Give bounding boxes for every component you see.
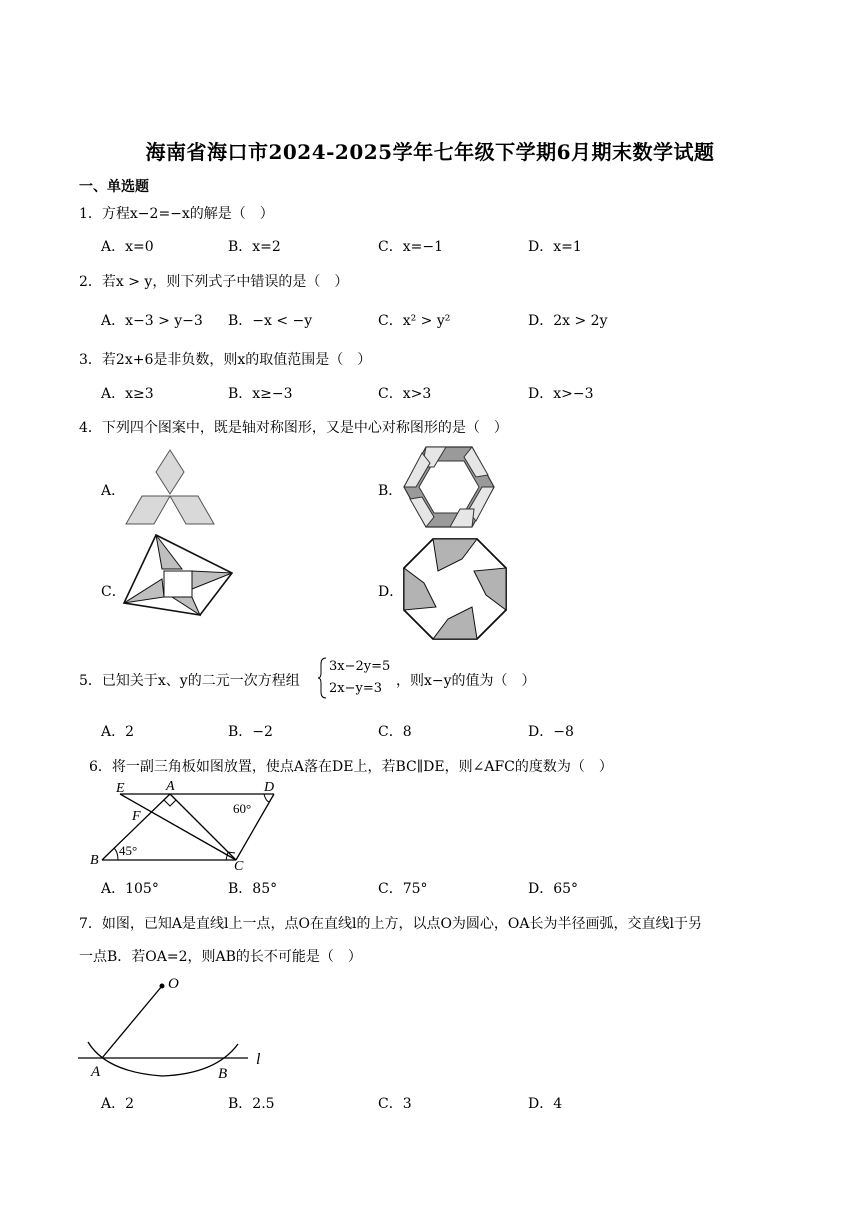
q2-option-b[interactable]: B．−x < −y bbox=[228, 313, 313, 329]
q7-option-d[interactable]: D．4 bbox=[528, 1096, 563, 1112]
q1-option-c[interactable]: C．x=−1 bbox=[378, 239, 443, 255]
q6-option-b[interactable]: B．85° bbox=[228, 881, 278, 897]
question-7-stem-line2: 一点B．若OA=2，则AB的长不可能是（ ） bbox=[79, 949, 362, 965]
question-2-stem: 2．若x > y，则下列式子中错误的是（ ） bbox=[79, 274, 349, 290]
q1-option-a[interactable]: A．x=0 bbox=[101, 239, 154, 255]
q1-option-d[interactable]: D．x=1 bbox=[528, 239, 582, 255]
q5-option-b[interactable]: B．−2 bbox=[228, 724, 273, 740]
question-3-stem: 3．若2x+6是非负数，则x的取值范围是（ ） bbox=[79, 352, 372, 368]
angle-60: 60° bbox=[233, 801, 252, 816]
label-B: B bbox=[90, 853, 99, 868]
label-C: C bbox=[234, 859, 244, 874]
q4-option-b[interactable]: B． bbox=[378, 483, 403, 499]
label-D: D bbox=[264, 780, 275, 795]
q4-option-a[interactable]: A． bbox=[101, 483, 126, 499]
label-B: B bbox=[218, 1066, 228, 1082]
figure-q7-arc bbox=[76, 972, 276, 1084]
q3-option-c[interactable]: C．x>3 bbox=[378, 386, 432, 402]
q5-option-d[interactable]: D．−8 bbox=[528, 724, 574, 740]
figure-c-pinwheel-square bbox=[122, 533, 234, 617]
label-E: E bbox=[116, 781, 125, 796]
figure-a-three-diamonds bbox=[120, 448, 220, 528]
question-4-stem: 4．下列四个图案中，既是轴对称图形，又是中心对称图形的是（ ） bbox=[79, 420, 508, 436]
q2-option-c[interactable]: C．x² > y² bbox=[378, 313, 451, 329]
label-A: A bbox=[166, 779, 175, 794]
system-equation-2: 2x−y=3 bbox=[329, 681, 383, 696]
system-equation-1: 3x−2y=5 bbox=[329, 659, 391, 674]
q2-option-a[interactable]: A．x−3 > y−3 bbox=[101, 313, 203, 329]
q5-option-c[interactable]: C．8 bbox=[378, 724, 412, 740]
label-A: A bbox=[91, 1064, 101, 1080]
q3-option-a[interactable]: A．x≥3 bbox=[101, 386, 154, 402]
question-7-stem-line1: 7．如图，已知A是直线l上一点，点O在直线l的上方，以点O为圆心，OA长为半径画弧，交直线l于另 bbox=[79, 916, 702, 932]
angle-45: 45° bbox=[119, 843, 138, 858]
q2-option-d[interactable]: D．2x > 2y bbox=[528, 313, 608, 329]
page-title: 海南省海口市2024-2025学年七年级下学期6月期末数学试题 bbox=[145, 140, 715, 164]
section-heading: 一、单选题 bbox=[79, 179, 149, 195]
q4-option-d[interactable]: D． bbox=[378, 584, 404, 600]
figure-d-octagon-star bbox=[402, 537, 508, 641]
label-O: O bbox=[168, 976, 179, 992]
q6-option-d[interactable]: D．65° bbox=[528, 881, 579, 897]
q6-option-c[interactable]: C．75° bbox=[378, 881, 428, 897]
figure-b-hexagon-chain bbox=[402, 445, 496, 529]
question-1-stem: 1．方程x−2=−x的解是（ ） bbox=[79, 206, 274, 222]
q7-option-b[interactable]: B．2.5 bbox=[228, 1096, 275, 1112]
q1-option-b[interactable]: B．x=2 bbox=[228, 239, 281, 255]
q3-option-d[interactable]: D．x>−3 bbox=[528, 386, 594, 402]
q7-option-c[interactable]: C．3 bbox=[378, 1096, 412, 1112]
label-F: F bbox=[132, 809, 141, 824]
q3-option-b[interactable]: B．x≥−3 bbox=[228, 386, 293, 402]
question-5-stem-prefix: 5．已知关于x、y的二元一次方程组 bbox=[79, 673, 300, 689]
q5-option-a[interactable]: A．2 bbox=[101, 724, 135, 740]
figure-q6-triangles bbox=[88, 776, 288, 872]
q7-option-a[interactable]: A．2 bbox=[101, 1096, 135, 1112]
system-brace bbox=[318, 656, 328, 700]
q6-option-a[interactable]: A．105° bbox=[101, 881, 159, 897]
question-5-stem-suffix: ，则x−y的值为（ ） bbox=[396, 673, 536, 689]
q4-option-c[interactable]: C． bbox=[101, 584, 126, 600]
label-l: l bbox=[256, 1051, 261, 1068]
question-6-stem: 6．将一副三角板如图放置，使点A落在DE上，若BC∥DE，则∠AFC的度数为（ ） bbox=[89, 759, 613, 775]
